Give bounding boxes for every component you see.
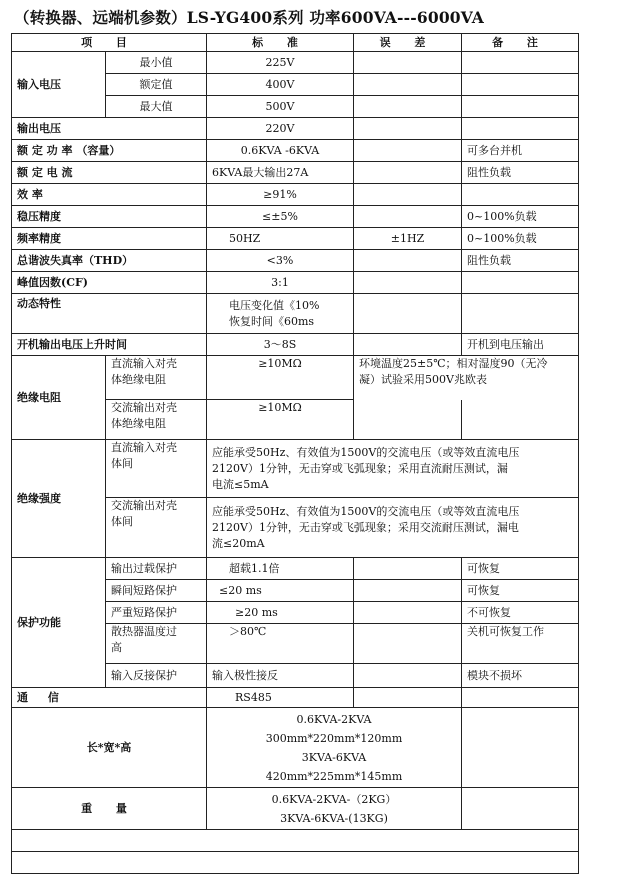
standard-value: 6KVA最大输出27A [207, 162, 354, 184]
table-row [12, 52, 579, 74]
strength-line: 应能承受50Hz、有效值为1500V的交流电压（或等效直流电压 [212, 445, 520, 459]
standard-value: 220V [207, 118, 354, 140]
note-cell [462, 294, 579, 334]
dimensions-line: 0.6KVA-2KVA [296, 712, 372, 726]
row-label-efficiency: 效 率 [12, 184, 207, 206]
note-cell [462, 400, 579, 440]
standard-value: <3% [207, 250, 354, 272]
standard-value: ≥91% [207, 184, 354, 206]
row-label-insulation-resistance: 绝缘电阻 [12, 356, 106, 440]
error-cell [354, 74, 462, 96]
row-label-rated-current: 额 定 电 流 [12, 162, 207, 184]
note-cell [462, 118, 579, 140]
standard-value: 3:1 [207, 272, 354, 294]
row-label-startup: 开机输出电压上升时间 [12, 334, 207, 356]
standard-value: 3～8S [207, 334, 354, 356]
table-row [12, 788, 579, 830]
note-cell [462, 96, 579, 118]
note-value: 开机到电压输出 [462, 334, 579, 356]
error-cell [354, 52, 462, 74]
note-value: 可恢复 [462, 558, 579, 580]
error-value: ±1HZ [354, 228, 462, 250]
standard-value: 500V [207, 96, 354, 118]
sub-label-line: 体间 [111, 515, 133, 528]
row-label-protection: 保护功能 [12, 558, 106, 688]
empty-cell [12, 830, 579, 852]
note-value: 可多台并机 [462, 140, 579, 162]
spec-table [11, 33, 579, 874]
header-item: 项 目 [12, 34, 207, 52]
table-row [12, 228, 579, 250]
sub-label-line: 体绝缘电阻 [111, 373, 166, 386]
standard-value: 0.6KVA -6KVA [207, 140, 354, 162]
standard-value: ≥10MΩ [207, 400, 354, 440]
dimensions-value [207, 708, 462, 788]
header-note: 备 注 [462, 34, 579, 52]
note-value: 模块不损坏 [462, 664, 579, 688]
sub-label-line: 直流输入对壳 [111, 441, 177, 454]
weight-value [207, 788, 462, 830]
standard-value: 50HZ [207, 228, 354, 250]
row-label-input-voltage: 输入电压 [12, 52, 106, 118]
note-cell [462, 272, 579, 294]
environment-note-line: 环境温度25±5℃；相对湿度90（无冷 [359, 357, 548, 370]
error-cell [354, 184, 462, 206]
strength-line: 流≤20mA [212, 536, 265, 550]
note-value: 0~100%负载 [462, 206, 579, 228]
row-label-insulation-strength: 绝缘强度 [12, 440, 106, 558]
weight-line: 3KVA-6KVA-(13KG) [280, 811, 388, 825]
note-value: 不可恢复 [462, 602, 579, 624]
standard-value: 输入极性接反 [207, 664, 354, 688]
dynamic-line: 恢复时间《60ms [229, 314, 315, 328]
sub-label [106, 440, 207, 498]
row-label-dimensions: 长*宽*高 [12, 708, 207, 788]
dimensions-line: 420mm*225mm*145mm [265, 769, 403, 783]
error-cell [354, 624, 462, 664]
dimensions-line: 300mm*220mm*120mm [265, 731, 403, 745]
error-cell [354, 272, 462, 294]
sub-label: 输出过载保护 [106, 558, 207, 580]
dimensions-line: 3KVA-6KVA [301, 750, 367, 764]
standard-value: 超载1.1倍 [207, 558, 354, 580]
table-row-empty [12, 830, 579, 852]
note-cell [462, 74, 579, 96]
table-row [12, 272, 579, 294]
table-row-empty [12, 852, 579, 874]
sub-label-line: 交流输出对壳 [111, 401, 177, 414]
header-error: 误 差 [354, 34, 462, 52]
table-row [12, 356, 579, 400]
table-row [12, 440, 579, 498]
row-label-rated-power: 额 定 功 率 （容量） [12, 140, 207, 162]
environment-note [354, 356, 579, 400]
standard-value: ≤20 ms [207, 580, 354, 602]
standard-value: RS485 [207, 688, 354, 708]
environment-note-line: 凝）试验采用500V兆欧表 [359, 373, 487, 386]
error-cell [354, 162, 462, 184]
table-row [12, 118, 579, 140]
strength-line: 应能承受50Hz、有效值为1500V的交流电压（或等效直流电压 [212, 504, 520, 518]
error-cell [354, 400, 462, 440]
header-standard: 标 准 [207, 34, 354, 52]
sub-label: 严重短路保护 [106, 602, 207, 624]
note-value: 0~100%负载 [462, 228, 579, 250]
row-label-communication: 通 信 [12, 688, 207, 708]
table-row [12, 184, 579, 206]
table-row [12, 140, 579, 162]
sub-label-line: 直流输入对壳 [111, 357, 177, 370]
empty-cell [12, 852, 579, 874]
table-row [12, 294, 579, 334]
error-cell [354, 206, 462, 228]
table-row [12, 334, 579, 356]
sub-label-line: 体绝缘电阻 [111, 417, 166, 430]
sub-label [106, 498, 207, 558]
note-value: 阻性负载 [462, 250, 579, 272]
standard-value: ≥20 ms [207, 602, 354, 624]
sub-label: 最大值 [106, 96, 207, 118]
row-label-thd: 总谐波失真率（THD） [12, 250, 207, 272]
error-cell [354, 96, 462, 118]
sub-label-line: 高 [111, 641, 122, 654]
table-row [12, 558, 579, 580]
row-label-regulation: 稳压精度 [12, 206, 207, 228]
strength-line: 2120V）1分钟，无击穿或飞弧现象；采用交流耐压测试，漏电 [212, 520, 519, 534]
error-cell [354, 250, 462, 272]
table-row [12, 708, 579, 788]
error-cell [354, 688, 462, 708]
row-label-dynamic: 动态特性 [12, 294, 207, 334]
error-cell [354, 334, 462, 356]
table-row [12, 688, 579, 708]
weight-line: 0.6KVA-2KVA-（2KG） [271, 792, 397, 806]
error-cell [354, 664, 462, 688]
error-cell [354, 118, 462, 140]
standard-value: ≥10MΩ [207, 356, 354, 400]
table-row [12, 250, 579, 272]
strength-text [207, 440, 579, 498]
error-cell [354, 602, 462, 624]
note-value: 关机可恢复工作 [462, 624, 579, 664]
note-cell [462, 708, 579, 788]
standard-value: ＞80℃ [207, 624, 354, 664]
error-cell [354, 558, 462, 580]
sub-label: 额定值 [106, 74, 207, 96]
note-cell [462, 788, 579, 830]
row-label-frequency: 频率精度 [12, 228, 207, 250]
sub-label: 瞬间短路保护 [106, 580, 207, 602]
error-cell [354, 140, 462, 162]
sub-label-line: 散热器温度过 [111, 625, 177, 638]
strength-line: 2120V）1分钟，无击穿或飞弧现象；采用直流耐压测试，漏 [212, 461, 508, 475]
standard-value: 400V [207, 74, 354, 96]
note-value: 可恢复 [462, 580, 579, 602]
standard-value: 225V [207, 52, 354, 74]
standard-value: ≤±5% [207, 206, 354, 228]
standard-value [207, 294, 354, 334]
note-value: 阻性负载 [462, 162, 579, 184]
row-label-crest-factor: 峰值因数(CF) [12, 272, 207, 294]
error-cell [354, 580, 462, 602]
note-cell [462, 688, 579, 708]
sub-label [106, 400, 207, 440]
sub-label-line: 体间 [111, 457, 133, 470]
row-label-weight: 重 量 [12, 788, 207, 830]
note-cell [462, 52, 579, 74]
strength-text [207, 498, 579, 558]
note-cell [462, 184, 579, 206]
sub-label [106, 624, 207, 664]
row-label-output-voltage: 输出电压 [12, 118, 207, 140]
sub-label [106, 356, 207, 400]
sub-label-line: 交流输出对壳 [111, 499, 177, 512]
sub-label: 最小值 [106, 52, 207, 74]
table-row [12, 206, 579, 228]
table-row [12, 162, 579, 184]
sub-label: 输入反接保护 [106, 664, 207, 688]
error-cell [354, 294, 462, 334]
header-row [12, 34, 579, 52]
dynamic-line: 电压变化值《10% [229, 298, 320, 312]
strength-line: 电流≤5mA [212, 477, 269, 491]
page-title: （转换器、远端机参数）LS-YG400系列 功率600VA---6000VA [14, 8, 485, 27]
